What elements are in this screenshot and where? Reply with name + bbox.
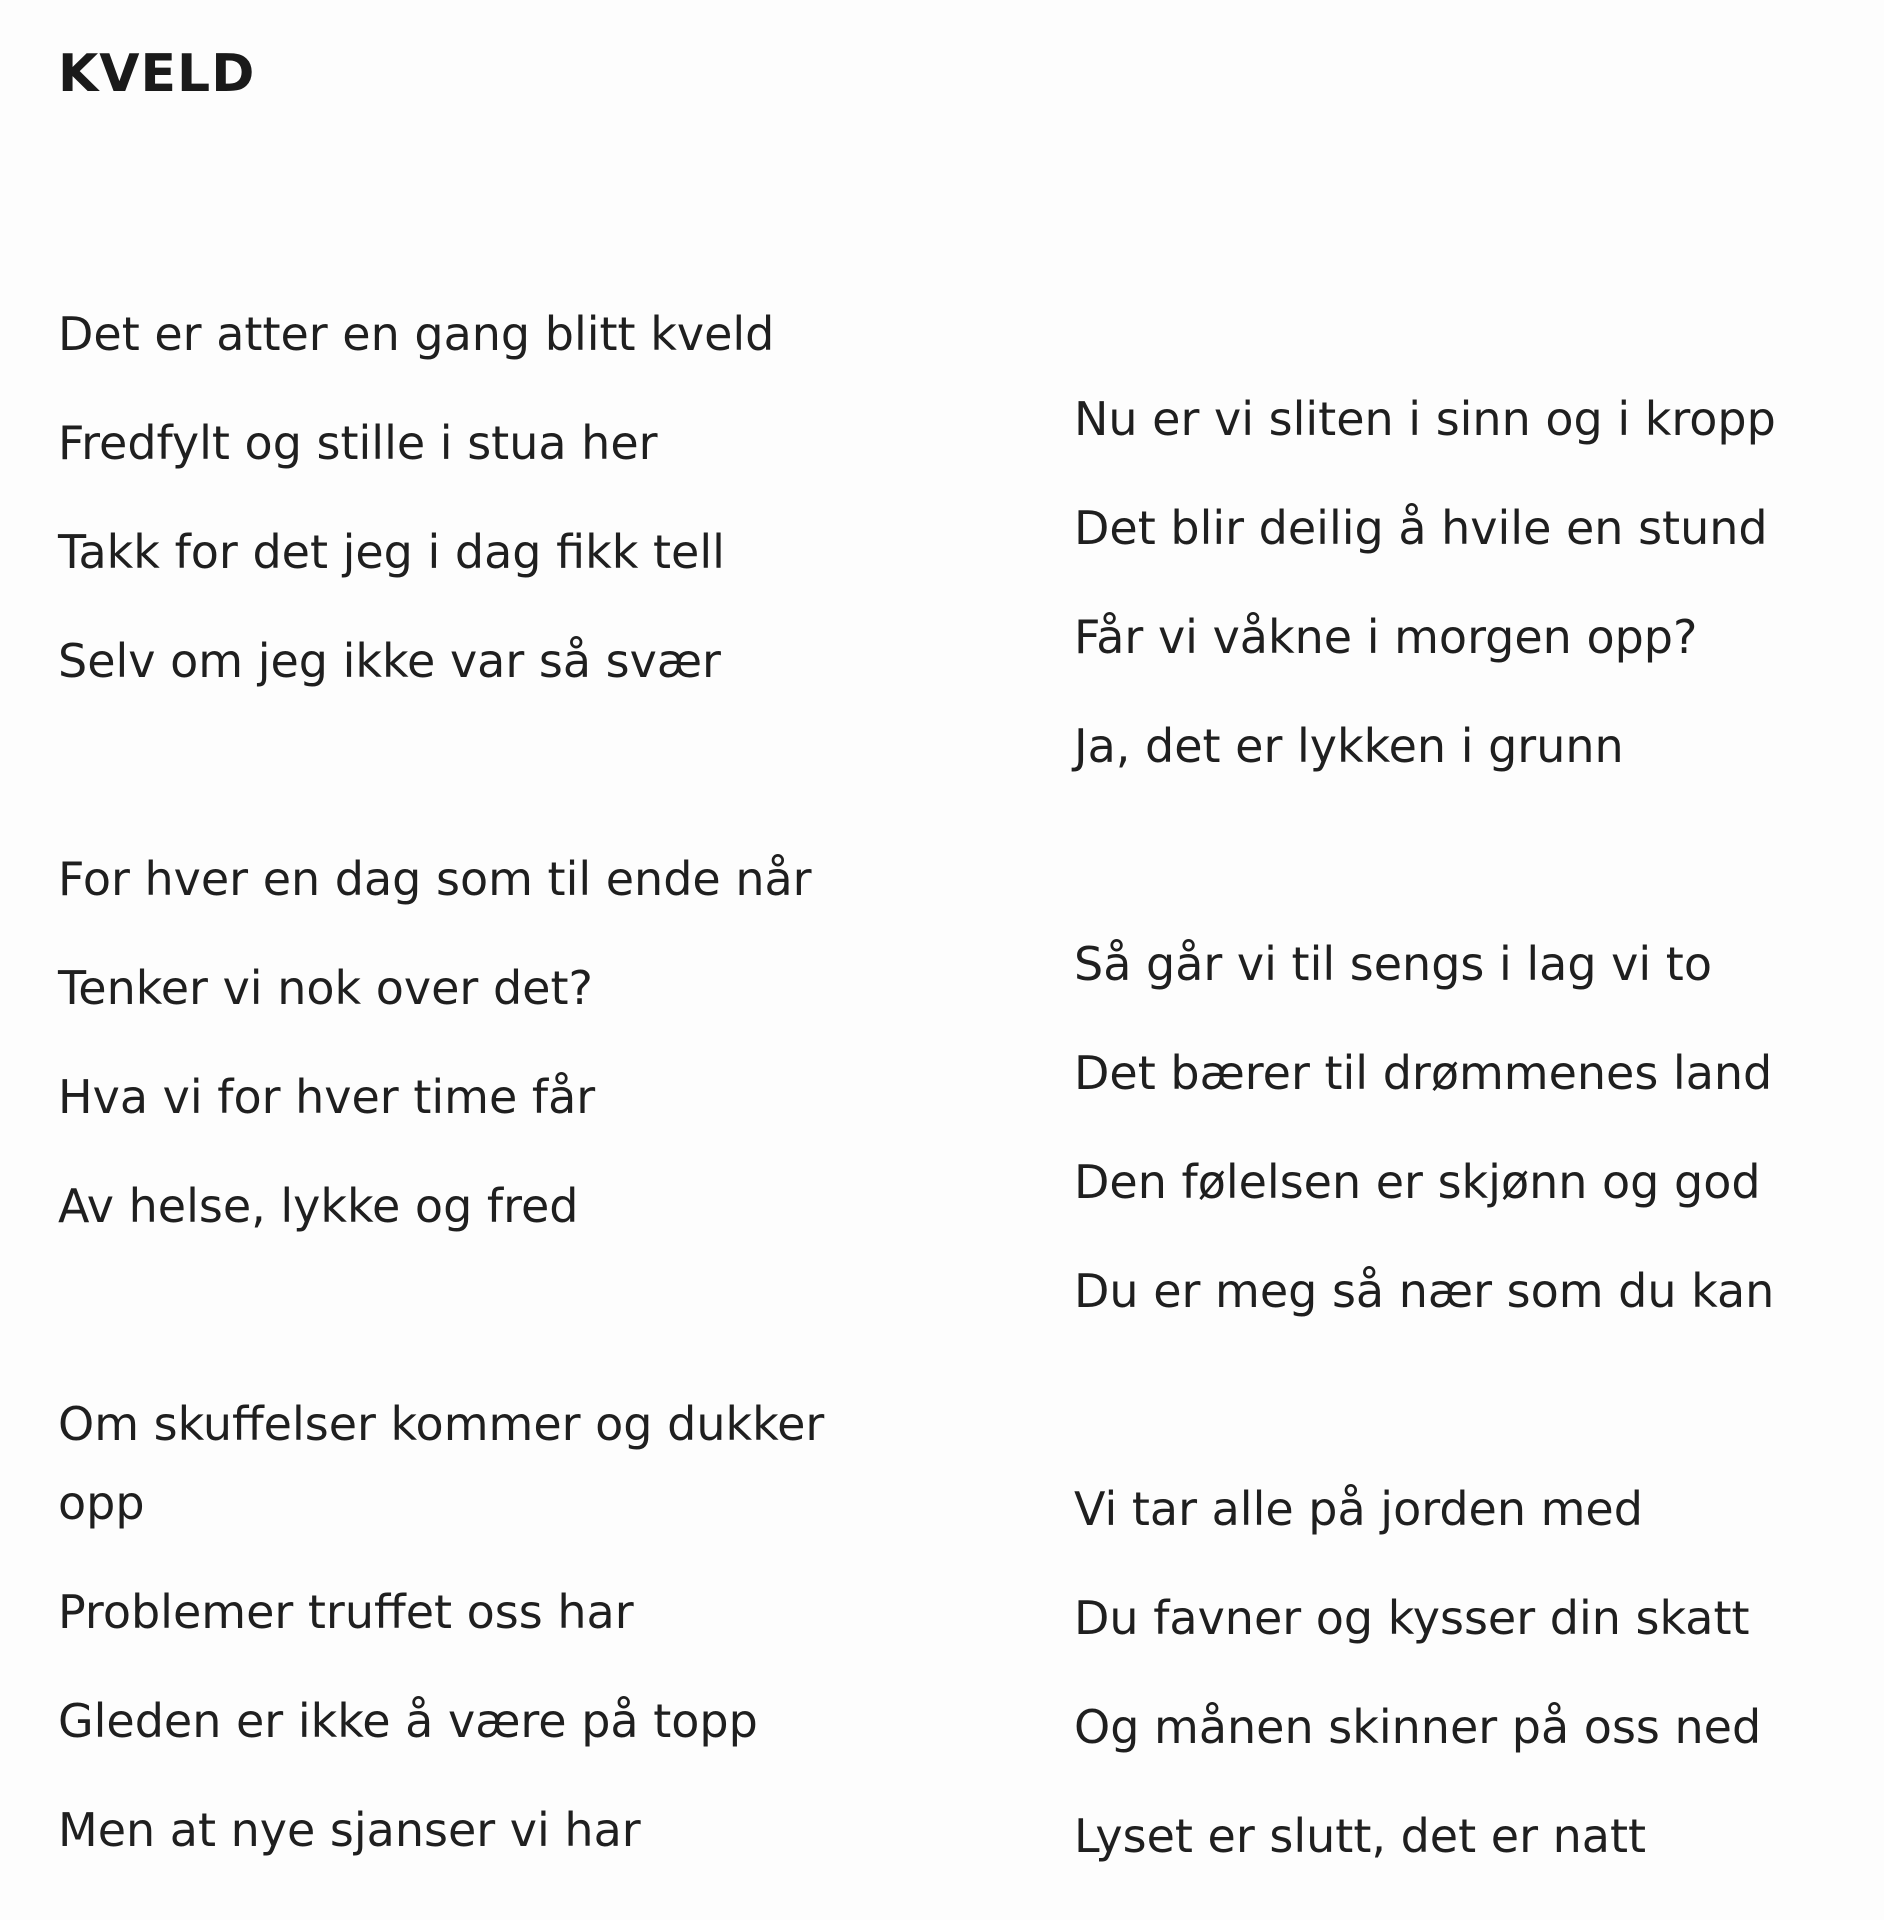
stanza-left-3 bbox=[58, 1370, 888, 1885]
stanza-left-1 bbox=[58, 280, 888, 716]
verse-line: Selv om jeg ikke var så svær bbox=[58, 634, 721, 688]
verse-line: Det blir deilig å hvile en stund bbox=[1074, 501, 1768, 555]
verse-line: Den følelsen er skjønn og god bbox=[1074, 1155, 1761, 1209]
verse-line: Takk for det jeg i dag fikk tell bbox=[58, 525, 725, 579]
verse-line: Lyset er slutt, det er natt bbox=[1074, 1809, 1647, 1863]
verse-line: Du favner og kysser din skatt bbox=[1074, 1591, 1750, 1645]
verse-line: Det bærer til drømmenes land bbox=[1074, 1046, 1773, 1100]
verse-line: Nu er vi sliten i sinn og i kropp bbox=[1074, 392, 1776, 446]
verse-line: Tenker vi nok over det? bbox=[58, 961, 593, 1015]
verse-line: Problemer truffet oss har bbox=[58, 1585, 634, 1639]
verse-line: Du er meg så nær som du kan bbox=[1074, 1264, 1775, 1318]
stanza-right-3 bbox=[1074, 1455, 1884, 1891]
stanza-gap bbox=[58, 1261, 888, 1370]
verse-line: Det er atter en gang blitt kveld bbox=[58, 307, 775, 361]
stanza-gap bbox=[58, 716, 888, 825]
verse-line: Så går vi til sengs i lag vi to bbox=[1074, 937, 1712, 991]
right-column bbox=[1074, 365, 1884, 1891]
stanza-left-2 bbox=[58, 825, 888, 1261]
stanza-gap bbox=[1074, 801, 1884, 910]
verse-line: For hver en dag som til ende når bbox=[58, 852, 812, 906]
left-column bbox=[58, 280, 888, 1885]
verse-line: Ja, det er lykken i grunn bbox=[1074, 719, 1624, 773]
verse-line: Av helse, lykke og fred bbox=[58, 1179, 579, 1233]
verse-line: Hva vi for hver time får bbox=[58, 1070, 596, 1124]
poem-title: KVELD bbox=[58, 44, 256, 104]
verse-line: Får vi våkne i morgen opp? bbox=[1074, 610, 1698, 664]
verse-line: Gleden er ikke å være på topp bbox=[58, 1694, 758, 1748]
verse-line: Vi tar alle på jorden med bbox=[1074, 1482, 1643, 1536]
stanza-right-1 bbox=[1074, 365, 1884, 801]
stanza-right-2 bbox=[1074, 910, 1884, 1346]
verse-line: Men at nye sjanser vi har bbox=[58, 1803, 641, 1857]
verse-line: Om skuffelser kommer og dukker opp bbox=[58, 1397, 825, 1530]
verse-line: Og månen skinner på oss ned bbox=[1074, 1700, 1762, 1754]
stanza-gap bbox=[1074, 1346, 1884, 1455]
verse-line: Fredfylt og stille i stua her bbox=[58, 416, 658, 470]
